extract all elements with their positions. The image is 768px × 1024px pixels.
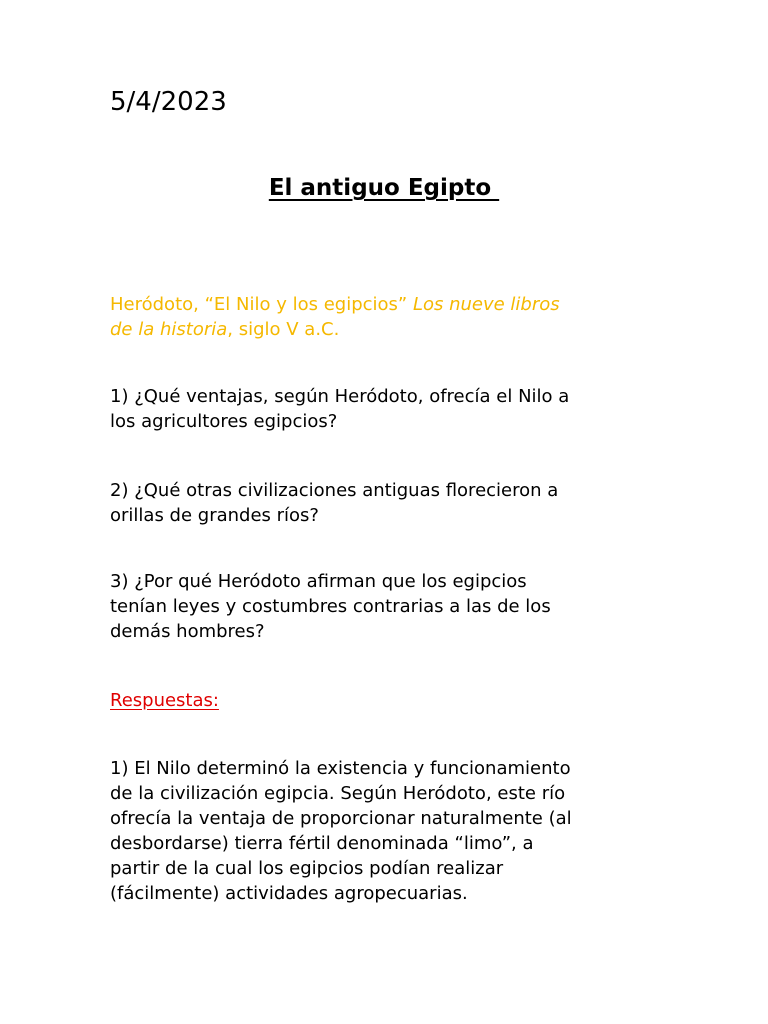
answer-1-line: de la civilización egipcia. Según Heródoto, este río — [110, 783, 566, 804]
page-title-text: El antiguo Egipto — [268, 175, 500, 201]
page-title — [0, 172, 768, 204]
question-3-line: tenían leyes y costumbres contrarias a las de los — [110, 596, 551, 617]
answers-heading-text: Respuestas: — [110, 690, 219, 711]
source-author-work: Heródoto, “El Nilo y los egipcios” — [110, 294, 413, 315]
source-line-1 — [110, 292, 650, 317]
answer-1-line: (fácilmente) actividades agropecuarias. — [110, 883, 468, 904]
answer-1-line: desbordarse) tierra fértil denominada “limo”, a — [110, 833, 534, 854]
question-2 — [110, 478, 650, 528]
answer-1-line: ofrecía la ventaja de proporcionar naturalmente (al — [110, 808, 572, 829]
source-book-title-part-2: de la historia — [110, 319, 228, 340]
document-date: 5/4/2023 — [110, 87, 227, 117]
answer-1-line: 1) El Nilo determinó la existencia y funcionamiento — [110, 758, 571, 779]
source-book-title-part-1: Los nueve libros — [412, 294, 560, 315]
answers-heading — [110, 688, 650, 713]
question-1 — [110, 384, 650, 434]
question-1-line: 1) ¿Qué ventajas, según Heródoto, ofrecía el Nilo a — [110, 386, 570, 407]
source-citation — [110, 292, 650, 342]
answer-1-line: partir de la cual los egipcios podían realizar — [110, 858, 504, 879]
question-3-line: demás hombres? — [110, 621, 265, 642]
source-century: , siglo V a.C. — [227, 319, 340, 340]
question-1-line: los agricultores egipcios? — [110, 411, 338, 432]
question-2-line: 2) ¿Qué otras civilizaciones antiguas florecieron a — [110, 480, 559, 501]
question-3 — [110, 569, 650, 644]
question-2-line: orillas de grandes ríos? — [110, 505, 319, 526]
source-line-2 — [110, 317, 650, 342]
question-3-line: 3) ¿Por qué Heródoto afirman que los egipcios — [110, 571, 527, 592]
answer-1 — [110, 756, 650, 906]
